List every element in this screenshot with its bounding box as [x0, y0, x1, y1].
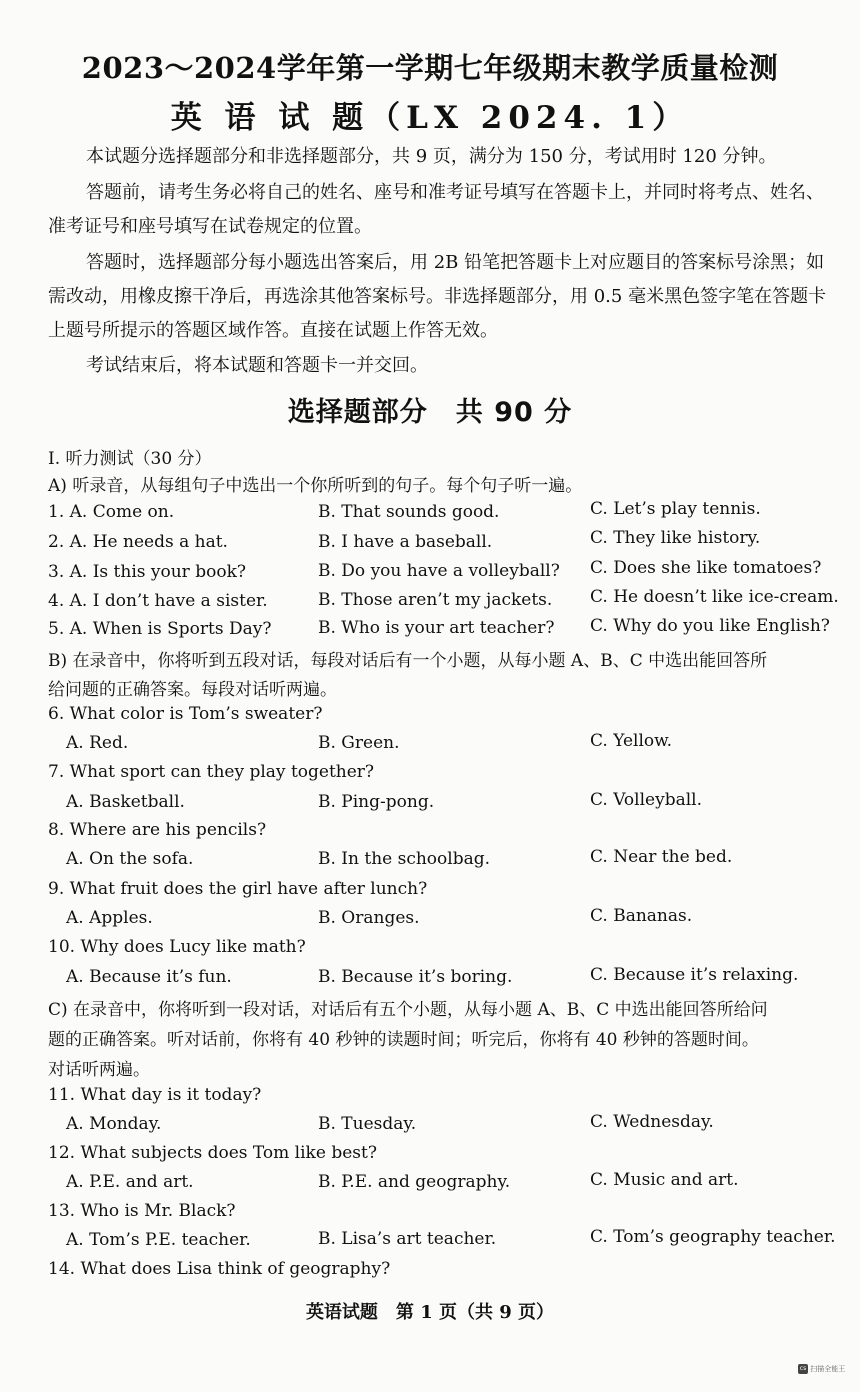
partC-intro: 题的正确答案。听对话前，你将有 40 秒钟的读题时间；听完后，你将有 40 秒钟的答题时间。	[48, 1030, 759, 1050]
scanner-watermark	[798, 1364, 850, 1380]
question-text: 7. What sport can they play together?	[48, 762, 375, 782]
option-c: C. He doesn’t like ice-cream.	[590, 587, 839, 607]
option-b: B. Green.	[318, 733, 400, 753]
option-c: C. Volleyball.	[590, 790, 702, 810]
option-a: A. Basketball.	[66, 792, 185, 812]
page-footer: 英语试题 第 1 页（共 9 页）	[305, 1302, 555, 1323]
option-a: 3. A. Is this your book?	[48, 562, 246, 582]
question-text: 8. Where are his pencils?	[48, 820, 267, 840]
option-b: B. Lisa’s art teacher.	[318, 1229, 497, 1249]
option-c: C. Does she like tomatoes?	[590, 558, 822, 578]
option-b: B. P.E. and geography.	[318, 1172, 511, 1192]
option-a: A. Red.	[66, 733, 129, 753]
scanner-logo-icon: cs	[799, 1365, 807, 1372]
option-c: C. Because it’s relaxing.	[590, 965, 799, 985]
instruction-4: 考试结束后，将本试题和答题卡一并交回。	[86, 355, 428, 376]
question-text: 9. What fruit does the girl have after lunch?	[48, 879, 428, 899]
option-a: A. On the sofa.	[66, 849, 194, 869]
option-c: C. Tom’s geography teacher.	[590, 1227, 836, 1247]
option-c: C. Why do you like English?	[590, 616, 830, 636]
section-title: 选择题部分 共 90 分	[287, 397, 573, 428]
partC-intro: 对话听两遍。	[48, 1060, 150, 1080]
option-a: A. Because it’s fun.	[66, 967, 232, 987]
question-text: 13. Who is Mr. Black?	[48, 1201, 236, 1221]
option-c: C. Let’s play tennis.	[590, 499, 761, 519]
option-a: A. Apples.	[66, 908, 153, 928]
question-text: 14. What does Lisa think of geography?	[48, 1259, 391, 1279]
scanner-watermark-text: 扫描全能王	[810, 1365, 846, 1373]
option-b: B. Because it’s boring.	[318, 967, 513, 987]
option-c: C. They like history.	[590, 528, 761, 548]
question-text: 12. What subjects does Tom like best?	[48, 1143, 377, 1163]
option-c: C. Yellow.	[590, 731, 673, 751]
option-a: 1. A. Come on.	[48, 502, 175, 522]
question-text: 10. Why does Lucy like math?	[48, 937, 306, 957]
option-c: C. Bananas.	[590, 906, 693, 926]
option-b: B. Those aren’t my jackets.	[318, 590, 553, 610]
option-a: 4. A. I don’t have a sister.	[48, 591, 268, 611]
option-b: B. Ping-pong.	[318, 792, 435, 812]
option-b: B. I have a baseball.	[318, 532, 493, 552]
partA-intro: A) 听录音，从每组句子中选出一个你所听到的句子。每个句子听一遍。	[48, 476, 583, 496]
question-text: 6. What color is Tom’s sweater?	[48, 704, 323, 724]
option-a: A. P.E. and art.	[66, 1172, 194, 1192]
partC-intro: C) 在录音中，你将听到一段对话，对话后有五个小题，从每小题 A、B、C 中选出能回答所给问	[48, 1000, 768, 1020]
instruction-3: 答题时，选择题部分每小题选出答案后，用 2B 铅笔把答题卡上对应题目的答案标号涂黑；如需改动，用橡皮擦干净后，再选涂其他答案标号。非选择题部分，用 0.5 毫米黑色签字笔在答题卡上题号所提示的答题区域作答。直接在试题上作答无效。	[48, 252, 827, 341]
option-c: C. Near the bed.	[590, 847, 733, 867]
exam-title: 2023～2024学年第一学期七年级期末教学质量检测	[81, 51, 779, 85]
instruction-1: 本试题分选择题部分和非选择题部分，共 9 页，满分为 150 分，考试用时 120 分钟。	[86, 146, 777, 167]
option-c: C. Wednesday.	[590, 1112, 714, 1132]
instruction-2: 答题前，请考生务必将自己的姓名、座号和准考证号填写在答题卡上，并同时将考点、姓名、准考证号和座号填写在试卷规定的位置。	[48, 182, 824, 237]
partB-intro: 给问题的正确答案。每段对话听两遍。	[48, 680, 337, 700]
partB-intro: B) 在录音中，你将听到五段对话，每段对话后有一个小题，从每小题 A、B、C 中选出能回答所	[48, 651, 768, 671]
option-a: A. Tom’s P.E. teacher.	[66, 1230, 251, 1250]
option-c: C. Music and art.	[590, 1170, 739, 1190]
option-b: B. Who is your art teacher?	[318, 618, 555, 638]
option-a: A. Monday.	[66, 1114, 162, 1134]
option-b: B. Tuesday.	[318, 1114, 417, 1134]
option-a: 5. A. When is Sports Day?	[48, 619, 272, 639]
exam-subtitle: 英 语 试 题（LX 2024. 1）	[170, 100, 690, 136]
option-b: B. Oranges.	[318, 908, 420, 928]
option-b: B. In the schoolbag.	[318, 849, 491, 869]
option-b: B. That sounds good.	[318, 502, 500, 522]
question-text: 11. What day is it today?	[48, 1085, 262, 1105]
part1-heading: I. 听力测试（30 分）	[48, 449, 212, 469]
option-a: 2. A. He needs a hat.	[48, 532, 228, 552]
option-b: B. Do you have a volleyball?	[318, 561, 560, 581]
